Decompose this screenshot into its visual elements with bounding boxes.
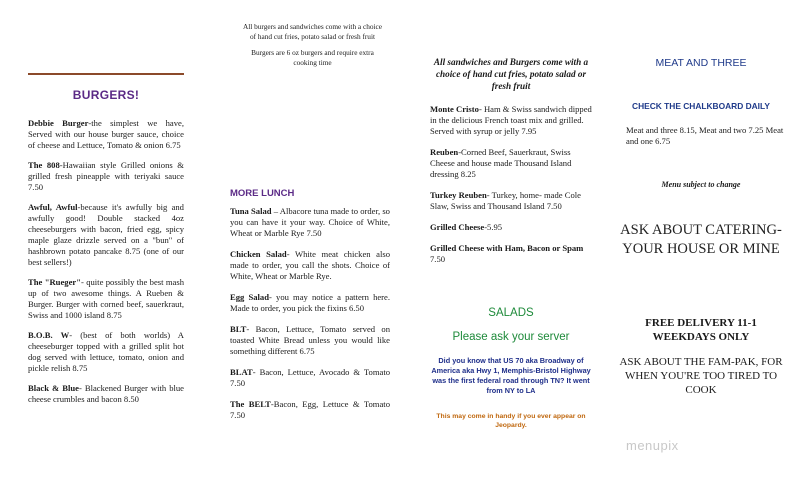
item-desc: 7.50 (430, 254, 446, 264)
menu-item (28, 118, 184, 151)
item-name: Monte Cristo (430, 104, 479, 114)
item-desc: -the simplest we have, Served with our house burger sauce, choice of cheese and Lettuce, Tomato & onion 6.75 (28, 118, 184, 150)
more-lunch-column (230, 0, 390, 490)
meat-prices: Meat and three 8.15, Meat and two 7.25 Meat and one 6.75 (626, 125, 784, 146)
item-desc: – Albacore tuna made to order, so you can have it your way. Choice of White, Wheat or Marble Rye 7.50 (230, 206, 390, 238)
burgers-heading: BURGERS! (72, 88, 140, 102)
burgers-column (28, 0, 184, 490)
item-name: Reuben (430, 147, 459, 157)
item-desc: -Corned Beef, Sauerkraut, Swiss Cheese and house made Thousand Island dressing 8.25 (430, 147, 572, 179)
menu-item (430, 104, 592, 137)
fampak-note: ASK ABOUT THE FAM-PAK, FOR WHEN YOU'RE TOO TIRED TO COOK (619, 356, 783, 396)
item-name: B.O.B. W (28, 330, 70, 340)
item-desc: - White meat chicken also made to order, you call the shots. Choice of White, Wheat or Marble Rye. (230, 249, 390, 281)
menupix-watermark: menupix (626, 438, 679, 453)
menu-item (430, 222, 592, 233)
menu-item (230, 367, 390, 389)
item-name: Grilled Cheese (430, 222, 485, 232)
sandwiches-column (430, 0, 592, 490)
item-name: Debbie Burger (28, 118, 89, 128)
menu-item (28, 202, 184, 268)
menu-item (230, 324, 390, 357)
salads-note: Please ask your server (452, 331, 570, 343)
item-desc: - Turkey, home- made Cole Slaw, Swiss and Thousand Island 7.50 (430, 190, 581, 211)
burgers-list (28, 118, 184, 414)
menu-item (430, 243, 592, 265)
menu-item (230, 206, 390, 239)
menu-item (28, 277, 184, 321)
item-name: Grilled Cheese with Ham, Bacon or Spam (430, 243, 584, 253)
item-desc: - Ham & Swiss sandwich dipped in the delicious French toast mix and grilled. Served with syrup or jelly 7.95 (430, 104, 592, 136)
jeopardy-note: This may come in handy if you ever appear on Jeopardy. (436, 413, 586, 429)
item-desc: -Hawaiian style Grilled onions & grilled fresh pineapple with teriyaki sauce 7.50 (28, 160, 184, 192)
more-lunch-list (230, 206, 390, 431)
item-desc: - Bacon, Lettuce, Tomato served on toasted White Bread unless you would like something different 6.75 (230, 324, 390, 356)
item-name: The BELT (230, 399, 271, 409)
item-desc: - (best of both worlds) A cheeseburger topped with a grilled split hot dog served with lettuce, tomato, onion and pickle relish 8.75 (28, 330, 185, 373)
menu-item (230, 249, 390, 282)
meat-three-column (616, 0, 786, 490)
item-name: BLT (230, 324, 247, 334)
menu-item (28, 383, 184, 405)
item-name: The "Rueger" (28, 277, 81, 287)
item-name: Tuna Salad (230, 206, 272, 216)
chalkboard-note: CHECK THE CHALKBOARD DAILY (632, 101, 770, 111)
burger-size-note: Burgers are 6 oz burgers and require extra cooking time (251, 48, 374, 67)
item-name: Turkey Reuben (430, 190, 487, 200)
item-desc: - Blackened Burger with blue cheese crumbles and bacon 8.50 (28, 383, 184, 404)
menu-item (430, 147, 592, 180)
item-desc: -5.95 (484, 222, 503, 232)
meat-three-heading: MEAT AND THREE (655, 57, 747, 69)
subject-to-change: Menu subject to change (661, 180, 741, 189)
menu-item (430, 190, 592, 212)
item-desc: - Bacon, Lettuce, Avocado & Tomato 7.50 (230, 367, 390, 388)
sides-notes (240, 22, 385, 74)
sides-note: All burgers and sandwiches come with a choice of hand cut fries, potato salad or fresh fruit (242, 22, 383, 41)
item-desc: - you may notice a pattern here. Made to order, you pick the fixins 6.50 (230, 292, 391, 313)
item-desc: -because it's awfully big and awfully good! Double stacked 4oz cheeseburgers with bacon, fried egg, spicy maple glaze drizzle served on a "bun" of hashbrown potato pancake 8.75 (one of our best sellers!) (28, 202, 184, 267)
header-rule (28, 73, 184, 75)
item-name: Chicken Salad (230, 249, 287, 259)
item-name: Black & Blue (28, 383, 79, 393)
menu-item (230, 292, 390, 314)
menu-item (28, 330, 184, 374)
item-desc: -Bacon, Egg, Lettuce & Tomato 7.50 (230, 399, 390, 420)
item-desc: - quite possibly the best mash up of two awesome things. A Rueben & Burger. Burger with corned beef, sauerkraut, Swiss and 1000 island 8.75 (28, 277, 184, 320)
trivia-text: Did you know that US 70 aka Broadway of America aka Hwy 1, Memphis-Bristol Highway was the first federal road through TN? It went from NY to LA (431, 356, 591, 395)
sandwiches-intro: All sandwiches and Burgers come with a choice of hand cut fries, potato salad or fresh fruit (433, 57, 589, 91)
more-lunch-heading: MORE LUNCH (230, 188, 295, 199)
catering-note: ASK ABOUT CATERING-YOUR HOUSE OR MINE (620, 222, 782, 257)
menu-item (28, 160, 184, 193)
salads-heading: SALADS (488, 307, 534, 319)
item-name: Awful, Awful (28, 202, 78, 212)
sandwiches-list (430, 104, 592, 275)
item-name: The 808 (28, 160, 60, 170)
item-name: Egg Salad (230, 292, 270, 302)
menu-item (230, 399, 390, 421)
item-name: BLAT (230, 367, 253, 377)
delivery-note: FREE DELIVERY 11-1 WEEKDAYS ONLY (645, 317, 757, 343)
